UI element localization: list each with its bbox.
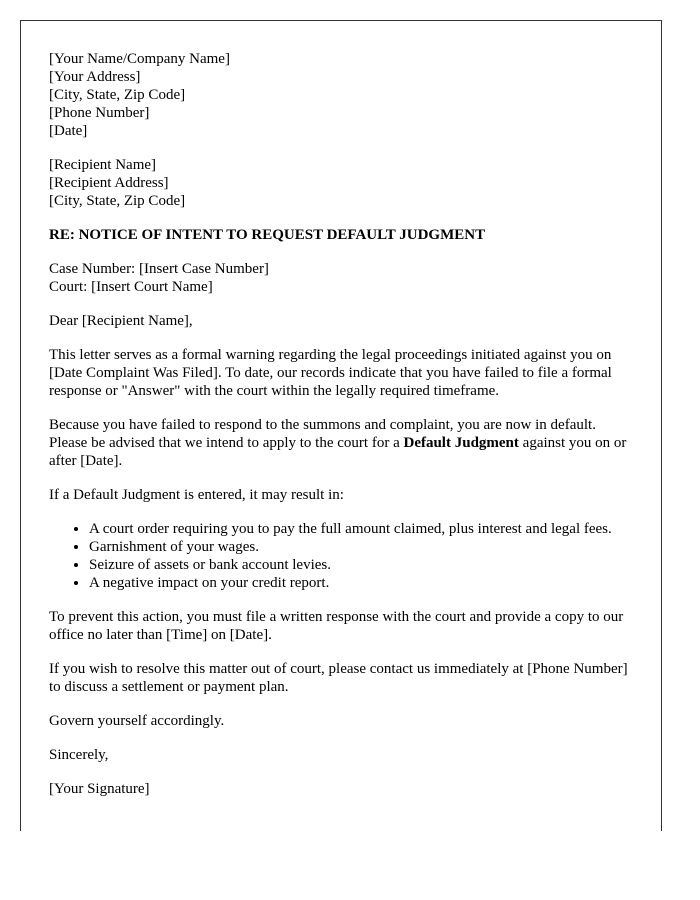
paragraph-consequences-intro: If a Default Judgment is entered, it may result in: — [49, 487, 344, 503]
list-item: • Seizure of assets or bank account levies. — [89, 556, 631, 574]
paragraph-default — [49, 416, 631, 470]
recipient-block — [49, 156, 631, 210]
paragraph-settlement: If you wish to resolve this matter out of court, please contact us immediately at [Phone Number] to discuss a settlement or payment plan. — [49, 661, 628, 695]
court-name: Court: [Insert Court Name] — [49, 279, 213, 295]
paragraph-govern: Govern yourself accordingly. — [49, 713, 225, 729]
recipient-address: [Recipient Address] — [49, 175, 169, 191]
recipient-city: [City, State, Zip Code] — [49, 193, 186, 209]
sender-city: [City, State, Zip Code] — [49, 87, 186, 103]
salutation: Dear [Recipient Name], — [49, 313, 193, 329]
case-info — [49, 260, 631, 296]
para2-text: Because you have failed to respond to the summons and complaint, you are now in default. Please be advised that we intend to apply to the court for a — [49, 417, 596, 451]
sender-address: [Your Address] — [49, 69, 141, 85]
sender-block — [49, 50, 631, 140]
sender-date: [Date] — [49, 123, 88, 139]
para2-text-end: against you on or after [Date]. — [49, 435, 627, 469]
sender-phone: [Phone Number] — [49, 105, 150, 121]
recipient-name: [Recipient Name] — [49, 157, 157, 173]
sender-name: [Your Name/Company Name] — [49, 51, 230, 67]
default-judgment-bold: Default Judgment — [403, 435, 519, 451]
list-item: • A court order requiring you to pay the full amount claimed, plus interest and legal fees. — [89, 520, 631, 538]
subject-line — [49, 226, 631, 244]
closing: Sincerely, — [49, 747, 109, 763]
paragraph-deadline: To prevent this action, you must file a written response with the court and provide a copy to our office no later than [Time] on [Date]. — [49, 609, 624, 643]
list-item: • A negative impact on your credit report. — [89, 574, 631, 592]
signature: [Your Signature] — [49, 781, 150, 797]
case-number: Case Number: [Insert Case Number] — [49, 261, 269, 277]
list-item: • Garnishment of your wages. — [89, 538, 631, 556]
consequences-list — [49, 520, 631, 592]
paragraph-warning: This letter serves as a formal warning regarding the legal proceedings initiated against you on [Date Complaint Was Filed]. To date, our records indicate that you have failed to file a formal response or "Answer" with the court within the legally required timeframe. — [49, 347, 612, 399]
subject-text: RE: NOTICE OF INTENT TO REQUEST DEFAULT JUDGMENT — [49, 227, 486, 243]
letter-page — [20, 20, 662, 831]
